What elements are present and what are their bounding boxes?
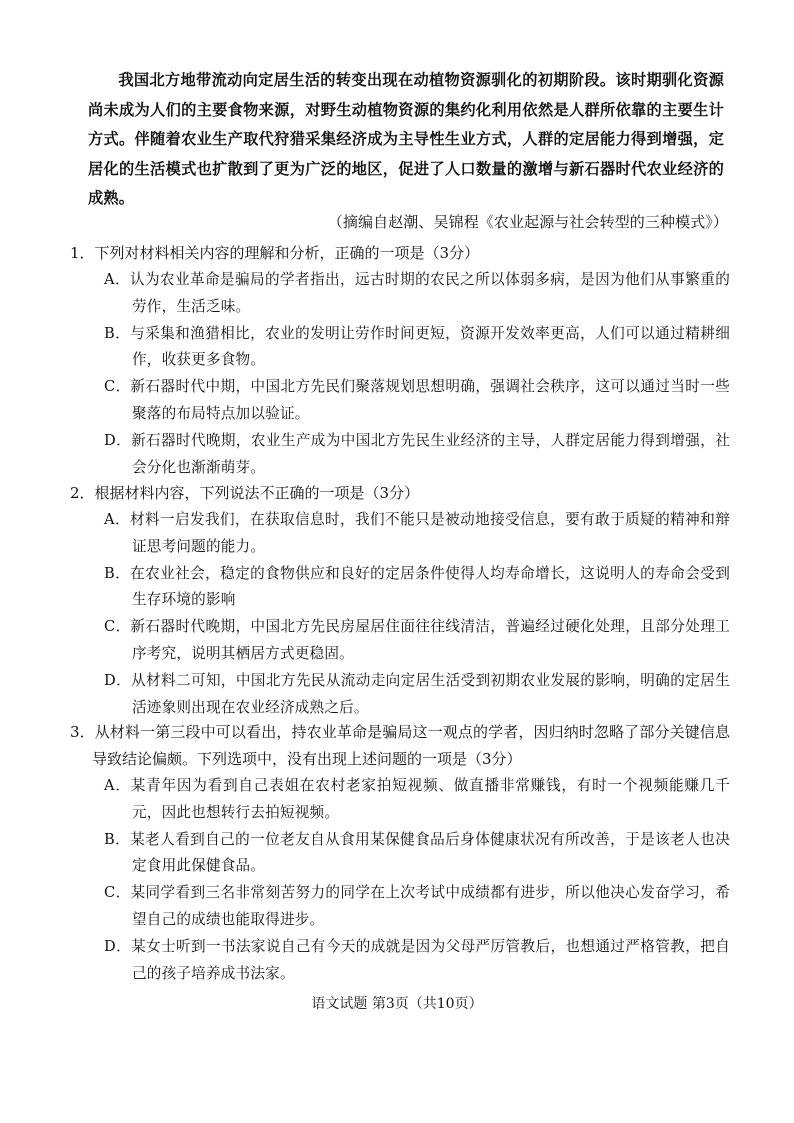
option-a: A．材料一启发我们，在获取信息时，我们不能只是被动地接受信息，要有敢于质疑的精神和辩证思考问题的能力。 [104, 511, 730, 555]
question-stem: 3．从材料一第三段中可以看出，持农业革命是骗局这一观点的学者，因归纳时忽略了部分关键信息导致结论偏颇。下列选项中，没有出现上述问题的一项是（3分） [70, 723, 730, 768]
question-3 [70, 719, 730, 987]
option-d: D．新石器时代晚期，农业生产成为中国北方先民生业经济的主导，人群定居能力得到增强，社会分化也渐渐萌芽。 [104, 431, 730, 476]
option-b: B．在农业社会，稳定的食物供应和良好的定居条件使得人均寿命增长，这说明人的寿命会受到生存环境的影响 [104, 564, 730, 609]
option-c: C．新石器时代中期，中国北方先民们聚落规划思想明确，强调社会秩序，这可以通过当时一些聚落的布局特点加以验证。 [104, 378, 730, 422]
option-d: D．从材料二可知，中国北方先民从流动走向定居生活受到初期农业发展的影响，明确的定居生活迹象则出现在农业经济成熟之后。 [104, 671, 730, 716]
question-stem: 2．根据材料内容，下列说法不正确的一项是（3分） [70, 484, 420, 502]
option-c: C．新石器时代晚期，中国北方先民房屋居住面往往线清洁，普遍经过硬化处理，且部分处理工序考究，说明其栖居方式更稳固。 [104, 618, 730, 662]
option-list [104, 267, 730, 481]
option-c: C．某同学看到三名非常刻苦努力的同学在上次考试中成绩都有进步，所以他决心发奋学习，希望自己的成绩也能取得进步。 [104, 884, 730, 928]
option-a: A．某青年因为看到自己表姐在农村老家拍短视频、做直播非常赚钱，有时一个视频能赚几千元，因此也想转行去拍短视频。 [104, 777, 730, 821]
option-list [104, 773, 730, 987]
passage-paragraph: 我国北方地带流动向定居生活的转变出现在动植物资源驯化的初期阶段。该时期驯化资源尚未成为人们的主要食物来源，对野生动植物资源的集约化利用依然是人群所依靠的主要生计方式。伴随着农业生产取代狩猎采集经济成为主导性生业方式，人群的定居能力得到增强，定居化的生活模式也扩散到了更为广泛的地区，促进了人口数量的激增与新石器时代农业经济的成熟。 [88, 71, 724, 208]
option-a: A．认为农业革命是骗局的学者指出，远古时期的农民之所以体弱多病，是因为他们从事繁重的劳作，生活乏味。 [104, 271, 730, 315]
page-footer: 语文试题 第3页（共10页） [311, 996, 483, 1012]
question-1 [70, 240, 730, 481]
option-d: D．某女士听到一书法家说自己有今天的成就是因为父母严厉管教后，也想通过严格管教，把自己的孩子培养成书法家。 [104, 937, 730, 982]
option-list [104, 507, 730, 721]
question-2 [70, 480, 730, 721]
passage-source: （摘编自赵潮、吴锦程《农业起源与社会转型的三种模式》） [327, 213, 728, 231]
option-b: B．与采集和渔猎相比，农业的发明让劳作时间更短，资源开发效率更高，人们可以通过精耕细作，收获更多食物。 [104, 324, 730, 369]
question-stem: 1．下列对材料相关内容的理解和分析，正确的一项是（3分） [70, 244, 480, 262]
option-b: B．某老人看到自己的一位老友自从食用某保健食品后身体健康状况有所改善，于是该老人也决定食用此保健食品。 [104, 830, 730, 875]
